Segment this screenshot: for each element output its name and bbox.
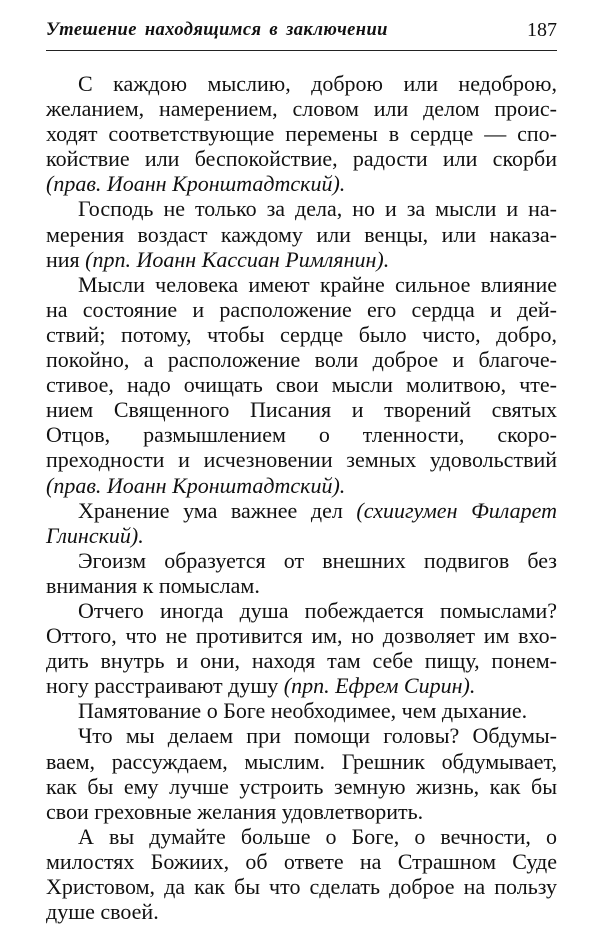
text-line [46, 71, 557, 96]
text-line [46, 824, 557, 849]
paragraph [46, 698, 557, 723]
text-line [46, 648, 557, 673]
text-segment: милостях Божиих, об ответе на Страшном Суде [46, 848, 557, 874]
header-rule [46, 50, 557, 51]
text-segment: нием Священного Писания и творений святых [46, 397, 557, 423]
text-segment: А вы думайте больше о Боге, о вечности, о [78, 823, 557, 849]
text-segment: ногу расстраивают душу [46, 673, 284, 699]
text-line [46, 171, 557, 196]
text-segment: Мысли человека имеют крайне сильное влияние [78, 271, 557, 297]
text-line [46, 272, 557, 297]
text-segment: на состояние и расположение его сердца и дей- [46, 296, 557, 322]
text-segment: ния [46, 246, 86, 272]
citation: (прп. Ефрем Сирин). [283, 673, 476, 699]
text-line [46, 322, 557, 347]
text-segment: Хранение ума важнее дел [78, 497, 357, 523]
text-segment: Отцов, размышлением о тленности, скоро- [46, 422, 557, 448]
text-line [46, 849, 557, 874]
text-segment: Что мы делаем при помощи головы? Обдумы- [78, 723, 557, 749]
text-line [46, 96, 557, 121]
text-line [46, 698, 557, 723]
text-line [46, 347, 557, 372]
text-line [46, 146, 557, 171]
text-segment: покойно, а расположение воли доброе и благоче- [46, 347, 557, 373]
text-line [46, 723, 557, 748]
paragraph [46, 723, 557, 823]
text-line [46, 473, 557, 498]
text-line [46, 422, 557, 447]
paragraph [46, 824, 557, 924]
text-line [46, 247, 557, 272]
text-segment: ваем, рассуждаем, мыслим. Грешник обдумывает, [46, 748, 557, 774]
text-segment: Эгоизм образуется от внешних подвигов без [78, 547, 557, 573]
text-segment: Христовом, да как бы что сделать доброе на пользу [46, 874, 557, 899]
text-segment: ствий; потому, чтобы сердце было чисто, добро, [46, 321, 557, 347]
text-line [46, 498, 557, 523]
text-segment: желанием, намерением, словом или делом проис- [46, 96, 557, 122]
paragraph [46, 598, 557, 698]
paragraph [46, 498, 557, 548]
page-number: 187 [527, 19, 557, 41]
text-segment: Господь не только за дела, но и за мысли и на- [78, 196, 557, 222]
text-segment: стивое, надо очищать свои мысли молитвою, чте- [46, 372, 557, 398]
text-segment: душе своей. [46, 899, 159, 925]
text-line [46, 222, 557, 247]
citation: (прав. Иоанн Кронштадтский). [46, 171, 346, 197]
paragraph [46, 71, 557, 196]
running-title: Утешение находящимся в заключении [46, 20, 388, 40]
text-segment: ходят соответствующие перемены в сердце — спо- [46, 121, 557, 147]
text-segment: свои греховные желания удовлетворить. [46, 798, 424, 824]
text-segment: койствие или беспокойствие, радости или скорби [46, 146, 557, 172]
page-body [46, 71, 557, 924]
paragraph [46, 196, 557, 271]
text-line [46, 874, 557, 899]
citation: Глинский). [46, 522, 144, 548]
text-line [46, 121, 557, 146]
running-header [46, 18, 557, 48]
text-line [46, 749, 557, 774]
text-line [46, 397, 557, 422]
text-segment: внимания к помыслам. [46, 572, 260, 598]
text-line [46, 372, 557, 397]
text-line [46, 598, 557, 623]
text-line [46, 799, 557, 824]
text-segment: преходности и исчезновении земных удовольствий [46, 447, 557, 473]
text-line [46, 774, 557, 799]
text-line [46, 196, 557, 221]
citation: (прав. Иоанн Кронштадтский). [46, 472, 346, 498]
text-line [46, 548, 557, 573]
text-line [46, 673, 557, 698]
text-segment: как бы ему лучше устроить земную жизнь, как бы [46, 773, 557, 799]
text-line [46, 573, 557, 598]
text-line [46, 899, 557, 924]
text-segment: С каждою мыслию, доброю или недоброю, [78, 71, 557, 96]
text-segment: мерения воздаст каждому или венцы, или наказа- [46, 221, 557, 247]
text-line [46, 523, 557, 548]
text-segment: Памятование о Боге необходимее, чем дыхание. [78, 698, 528, 724]
citation: (прп. Иоанн Кассиан Римлянин). [85, 246, 390, 272]
text-line [46, 297, 557, 322]
citation: (схиигумен Филарет [356, 497, 557, 523]
paragraph [46, 272, 557, 498]
text-segment: Оттого, что не противится им, но дозволяет им вхо- [46, 623, 557, 649]
text-line [46, 447, 557, 472]
text-line [46, 623, 557, 648]
text-segment: Отчего иногда душа побеждается помыслами? [78, 597, 557, 623]
text-segment: дить внутрь и они, находя там себе пищу, понем- [46, 648, 557, 674]
paragraph [46, 548, 557, 598]
